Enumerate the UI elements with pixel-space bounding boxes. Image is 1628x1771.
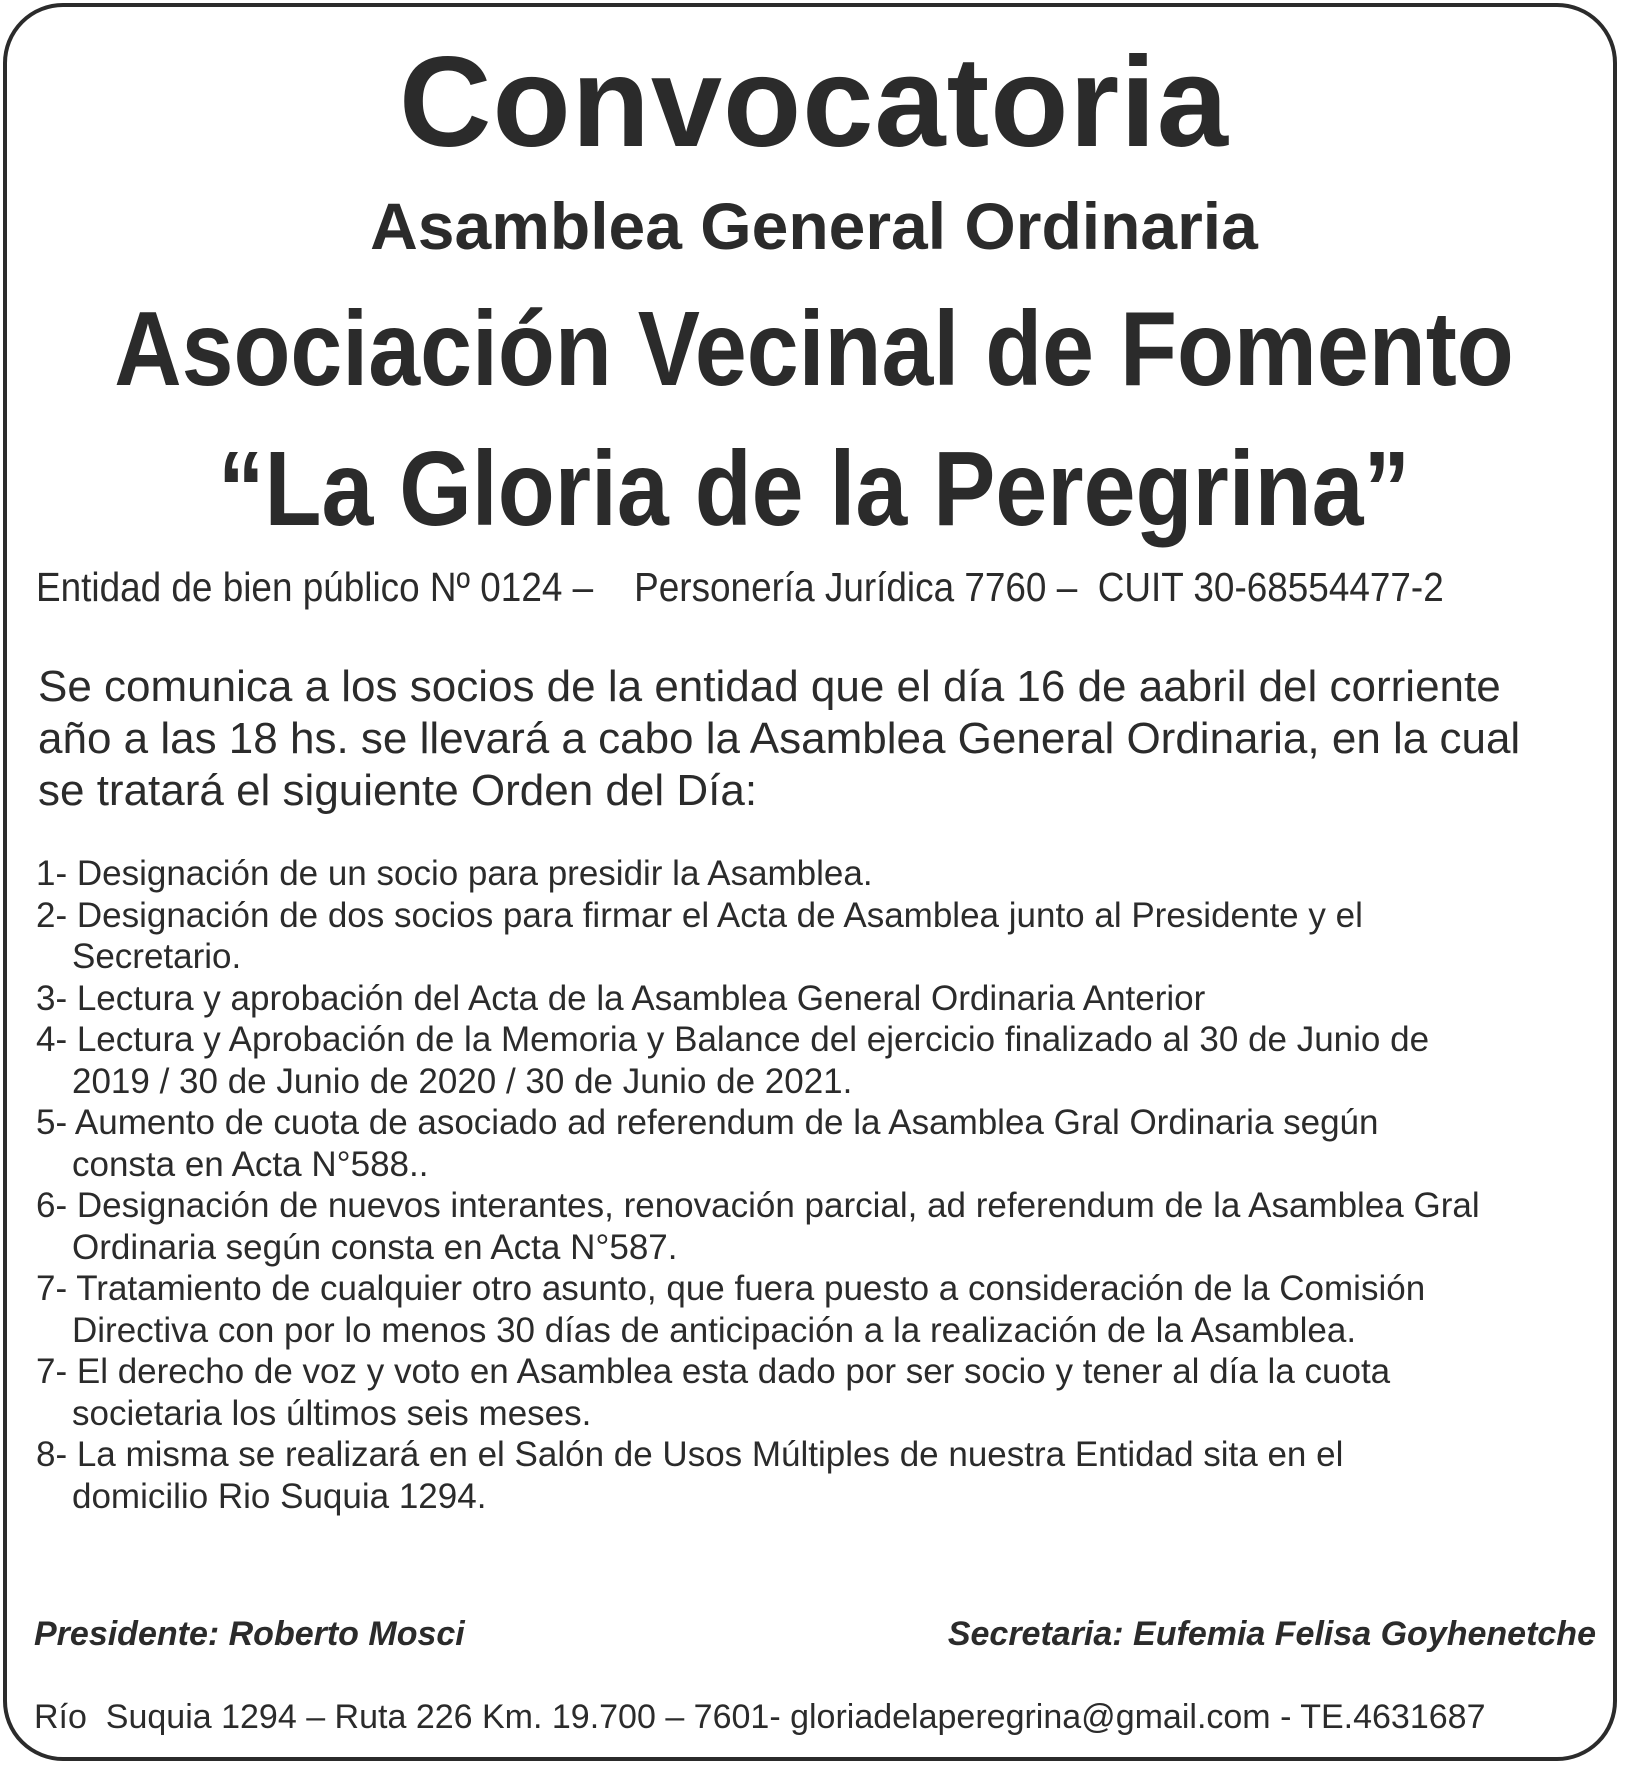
agenda-item-continuation: societaria los últimos seis meses. <box>72 1393 592 1433</box>
agenda-item-text: 4- Lectura y Aprobación de la Memoria y Balance del ejercicio finalizado al 30 de Junio de <box>36 1020 1430 1059</box>
president-signature: Presidente: Roberto Mosci <box>34 1615 465 1653</box>
agenda-item-continuation: domicilio Rio Suquia 1294. <box>72 1476 487 1516</box>
intro-line: año a las 18 hs. se llevará a cabo la Asamblea General Ordinaria, en la cual <box>38 714 1521 763</box>
agenda-item-continuation: 2019 / 30 de Junio de 2020 / 30 de Junio de 2021. <box>72 1061 853 1101</box>
agenda-item-text: 3- Lectura y aprobación del Acta de la Asamblea General Ordinaria Anterior <box>36 978 1206 1018</box>
intro-line: Se comunica a los socios de la entidad que el día 16 de aabril del corriente <box>38 662 1501 711</box>
agenda-item <box>36 1268 1596 1351</box>
intro-paragraph <box>38 661 1598 817</box>
agenda-list <box>36 853 1596 1517</box>
agenda-item <box>36 1102 1596 1185</box>
agenda-item-text: 8- La misma se realizará en el Salón de Usos Múltiples de nuestra Entidad sita en el <box>36 1435 1344 1474</box>
agenda-item <box>36 1351 1596 1434</box>
secretary-signature: Secretaria: Eufemia Felisa Goyhenetche <box>947 1615 1596 1653</box>
agenda-item-continuation: Secretario. <box>72 937 242 976</box>
agenda-item <box>36 1434 1596 1517</box>
organization-name: Asociación Vecinal de Fomento <box>114 290 1514 408</box>
agenda-item-text: 6- Designación de nuevos interantes, renovación parcial, ad referendum de la Asamblea Gral <box>36 1186 1480 1225</box>
agenda-item-text: 5- Aumento de cuota de asociado ad referendum de la Asamblea Gral Ordinaria según <box>36 1103 1379 1142</box>
organization-quoted-name: “La Gloria de la Peregrina” <box>217 430 1411 548</box>
agenda-item-text: 7- El derecho de voz y voto en Asamblea esta dado por ser socio y tener al día la cuota <box>36 1352 1391 1391</box>
agenda-item-continuation: Directiva con por lo menos 30 días de anticipación a la realización de la Asamblea. <box>72 1310 1357 1350</box>
page-title: Convocatoria <box>399 31 1229 174</box>
agenda-item-text: 7- Tratamiento de cualquier otro asunto, que fuera puesto a consideración de la Comisión <box>36 1269 1426 1308</box>
agenda-item <box>36 978 1596 1020</box>
agenda-item <box>36 895 1596 978</box>
agenda-item <box>36 1019 1596 1102</box>
agenda-item-continuation: consta en Acta N°588.. <box>72 1144 429 1184</box>
agenda-item <box>36 853 1596 895</box>
page-subtitle: Asamblea General Ordinaria <box>370 189 1258 263</box>
legal-info-line: Entidad de bien público Nº 0124 – Personería Jurídica 7760 – CUIT 30-68554477-2 <box>36 564 1444 610</box>
intro-line: se tratará el siguiente Orden del Día: <box>38 766 758 815</box>
agenda-item-text: 2- Designación de dos socios para firmar el Acta de Asamblea junto al Presidente y el <box>36 895 1363 935</box>
agenda-item-text: 1- Designación de un socio para presidir la Asamblea. <box>36 854 873 893</box>
contact-footer: Río Suquia 1294 – Ruta 226 Km. 19.700 – 7601- gloriadelaperegrina@gmail.com - TE.4631687 <box>34 1698 1486 1736</box>
agenda-item <box>36 1185 1596 1268</box>
agenda-item-continuation: Ordinaria según consta en Acta N°587. <box>72 1227 678 1267</box>
